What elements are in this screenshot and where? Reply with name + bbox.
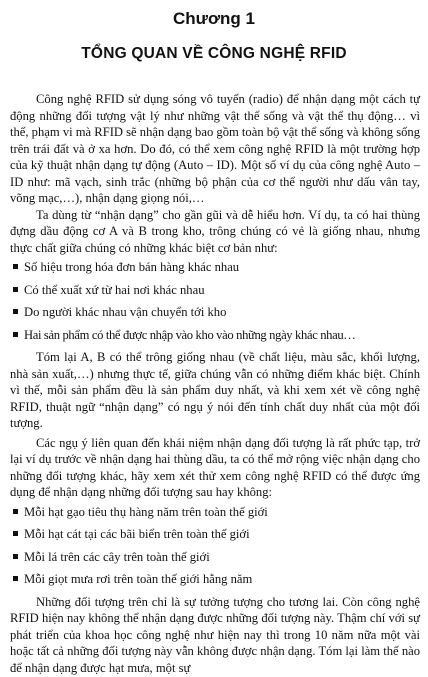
bullet-square-icon [13, 332, 18, 337]
list-item: Mỗi giọt mưa rơi trên toàn thế giới hằng năm [24, 571, 420, 588]
list-item: Mỗi hạt gạo tiêu thụ hàng năm trên toàn thế giới [24, 504, 420, 521]
bullet-square-icon [13, 309, 18, 314]
list-item: Số hiệu trong hóa đơn bán hàng khác nhau [24, 259, 420, 276]
paragraph-implications: Các ngụ ý liên quan đến khái niệm nhận dạng đối tượng là rất phức tạp, trở lại ví dụ trước về nhận dạng hai thùng dầu, ta có thể mở rộng việc nhận dạng cho những đối tượng khác, hãy xem xét thử xem công nghệ RFID có thể được ứng dụng để nhận dạng những đối tượng sau hay không: [10, 435, 420, 499]
list-item: Có thể xuất xứ từ hai nơi khác nhau [24, 282, 420, 299]
objects-list [10, 504, 420, 588]
bullet-square-icon [13, 576, 18, 581]
bullet-square-icon [13, 264, 18, 269]
list-item: Do người khác nhau vận chuyển tới kho [24, 304, 420, 321]
bullet-square-icon [13, 509, 18, 514]
list-item: Hai sản phẩm có thể được nhập vào kho vào những ngày khác nhau… [24, 327, 420, 344]
bullet-square-icon [13, 554, 18, 559]
paragraph-summary: Tóm lại A, B có thể trông giống nhau (về chất liệu, màu sắc, khối lượng, nhà sản xuất,…) nhưng thực tế, giữa chúng vẫn có những điểm khác biệt. Chính vì thế, mỗi sản phẩm đều là sản phẩm duy nhất, và khi xem xét về công nghệ RFID, thuật ngữ “nhận dạng” có ngụ ý nói đến tính chất duy nhất của một đối tượng. [10, 350, 420, 430]
document-body [10, 91, 420, 676]
bullet-square-icon [13, 287, 18, 292]
paragraph-future: Những đối tượng trên chỉ là sự tưởng tượng cho tương lai. Còn công nghệ RFID hiện nay không thể nhận dạng được những đối tượng này. Thậm chí với sự phát triển của khoa học công nghệ như hiện nay thì trong 10 năm nữa một vài hoặc tất cả những đối tượng này vẫn không được nhận dạng. Tóm lại làm thế nào để nhận dạng được hạt mưa, một sự [10, 594, 420, 675]
difference-list [10, 259, 420, 343]
bullet-square-icon [13, 531, 18, 536]
paragraph-intro: Công nghệ RFID sử dụng sóng vô tuyến (radio) để nhận dạng một cách tự động những đối tượng vật lý như những vật thể sống và vật thể thụ động… vì thế, phạm vi mà RFID sẽ nhận dạng bao gồm toàn bộ vật thể sống và không sống trên trái đất và ở xa hơn. Do đó, có thể xem công nghệ RFID là một trường hợp của kỹ thuật nhận dạng tự động (Auto – ID). Một số ví dụ của công nghệ Auto – ID như: mã vạch, sinh trắc (những bộ phận của cơ thể người như dấu vân tay, võng mạc,…), nhận dạng giọng nói,… [10, 92, 420, 205]
paragraph-example: Ta dùng từ “nhận dạng” cho gần gũi và dễ hiểu hơn. Ví dụ, ta có hai thùng đựng dầu động cơ A và B trong kho, trông chúng có vẻ là giống nhau, nhưng thực chất giữa chúng có những khác biệt cơ bản như: [10, 207, 420, 255]
chapter-heading: Chương 1 [172, 9, 255, 28]
chapter-title: TỔNG QUAN VỀ CÔNG NGHỆ RFID [81, 45, 347, 62]
list-item: Mỗi hạt cát tại các bãi biển trên toàn thế giới [24, 526, 420, 543]
list-item: Mỗi lá trên các cây trên toàn thế giới [24, 549, 420, 566]
